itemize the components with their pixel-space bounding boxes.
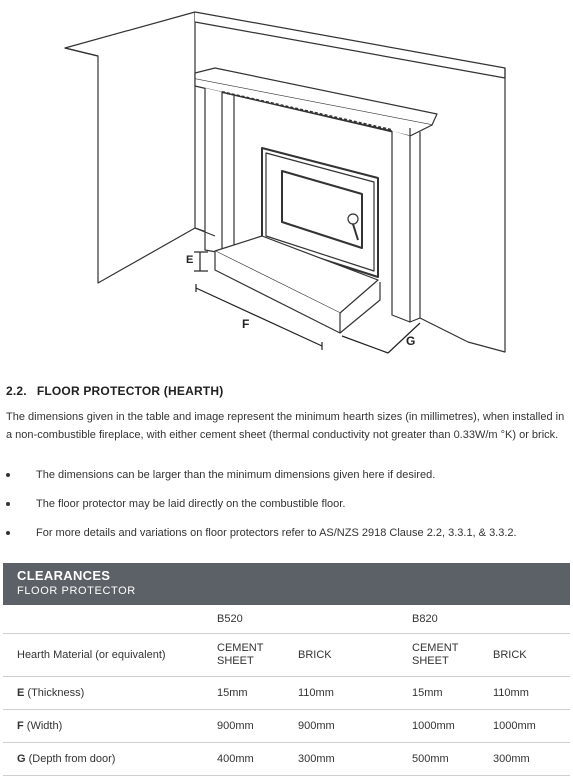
table-heading: CLEARANCES: [17, 568, 111, 583]
table-cell: 500mm: [412, 752, 449, 765]
table-subheading: FLOOR PROTECTOR: [17, 585, 136, 597]
bullet-dot-icon: [6, 531, 10, 535]
table-cell: 1000mm: [493, 719, 536, 732]
row-key: G: [17, 752, 26, 765]
section-heading: [6, 384, 223, 398]
row-desc: (Thickness): [24, 686, 85, 699]
dimension-label-f: F: [242, 317, 250, 331]
table-cell: 400mm: [217, 752, 254, 765]
material-cell: BRICK: [298, 648, 332, 661]
list-item: [6, 495, 566, 524]
table-cell: 110mm: [298, 686, 334, 699]
bullet-dot-icon: [6, 502, 10, 506]
table-cell: 900mm: [298, 719, 335, 732]
table-cell: 15mm: [412, 686, 443, 699]
table-cell: 110mm: [493, 686, 529, 699]
clearances-table: [3, 605, 570, 776]
table-cell: 900mm: [217, 719, 254, 732]
row-label: [17, 677, 207, 709]
model-b820: B820: [412, 612, 438, 625]
list-item: [6, 524, 566, 553]
material-label: Hearth Material (or equivalent): [17, 648, 166, 661]
bullet-text: The floor protector may be laid directly on the combustible floor.: [36, 498, 346, 510]
table-cell: 300mm: [298, 752, 335, 765]
fireplace-hearth-diagram: [0, 0, 573, 370]
dimension-label-e: E: [186, 254, 194, 266]
row-desc: (Width): [23, 719, 63, 732]
clearances-table-header: [3, 563, 570, 605]
bullet-list: [6, 466, 566, 553]
table-cell: 300mm: [493, 752, 530, 765]
table-row-material: [3, 634, 570, 677]
bullet-text: The dimensions can be larger than the minimum dimensions given here if desired.: [36, 469, 436, 481]
row-label: [17, 710, 207, 742]
section-title: FLOOR PROTECTOR (HEARTH): [36, 384, 224, 398]
list-item: [6, 466, 566, 495]
bullet-dot-icon: [6, 473, 10, 477]
table-row-models: [3, 605, 570, 634]
table-cell: 1000mm: [412, 719, 455, 732]
table-row: [3, 743, 570, 776]
material-cell: BRICK: [493, 648, 527, 661]
bullet-text: For more details and variations on floor protectors refer to AS/NZS 2918 Clause 2.2, 3.3.1, & 3.3.2.: [36, 527, 517, 539]
dimension-label-g: G: [406, 334, 416, 348]
row-key: E: [17, 686, 25, 699]
row-desc: (Depth from door): [25, 752, 116, 765]
row-label: [17, 743, 207, 775]
table-row: [3, 677, 570, 710]
material-cell: CEMENT SHEET: [412, 642, 459, 667]
section-number: 2.2.: [6, 384, 27, 398]
model-b520: B520: [217, 612, 243, 625]
row-key: F: [17, 719, 24, 732]
intro-paragraph: The dimensions given in the table and image represent the minimum hearth sizes (in millimetres), when installed in a non-combustible fireplace, with either cement sheet (thermal conductivity not greater than 0.33W/m °K) or brick.: [6, 411, 565, 441]
material-cell: CEMENT SHEET: [217, 642, 264, 667]
table-row: [3, 710, 570, 743]
table-cell: 15mm: [217, 686, 248, 699]
